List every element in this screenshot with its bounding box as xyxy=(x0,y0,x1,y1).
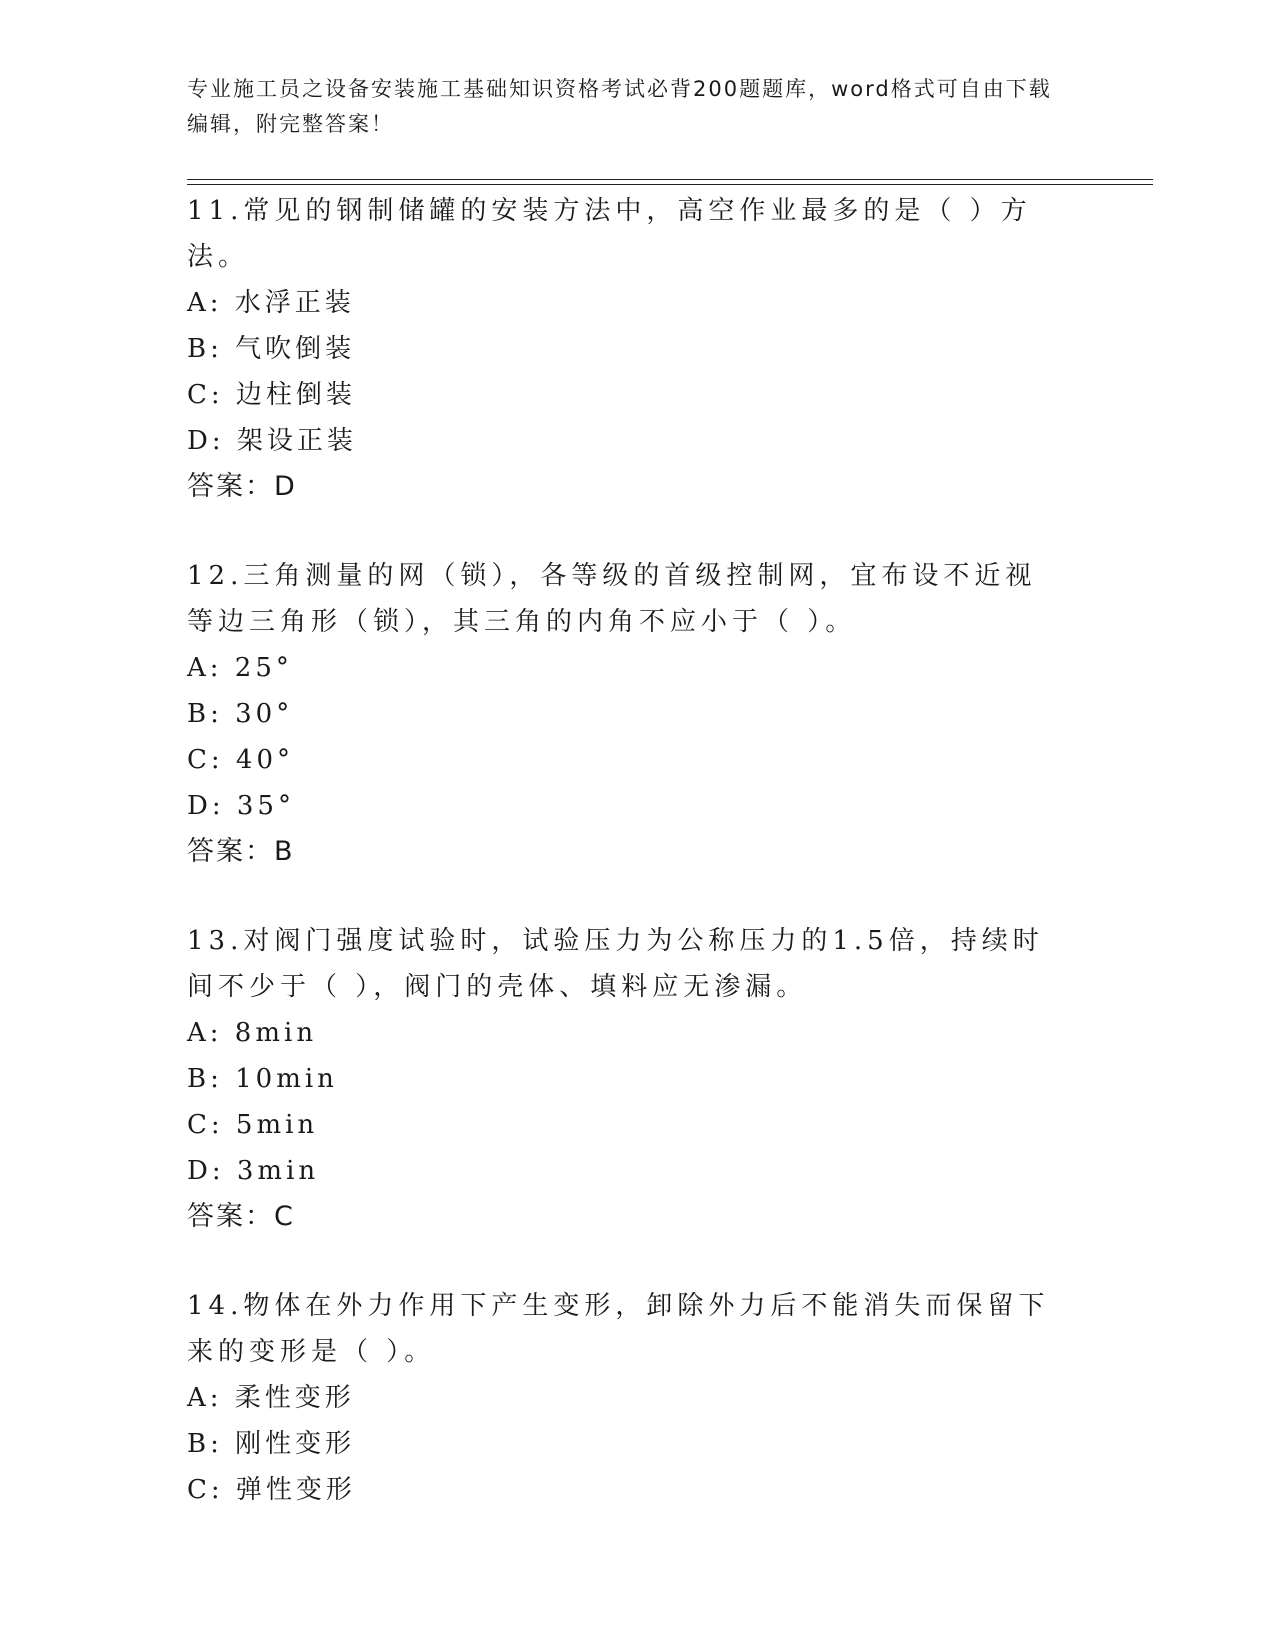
question-14 xyxy=(187,1283,1067,1513)
answer-line: 答案：B xyxy=(187,836,295,867)
option-c: C: 5min xyxy=(187,1110,319,1140)
option-c: C: 弹性变形 xyxy=(187,1475,356,1505)
question-12 xyxy=(187,553,1067,875)
option-a: A: 柔性变形 xyxy=(187,1383,355,1413)
option-d: D: 35° xyxy=(187,791,295,821)
header-divider-bottom xyxy=(187,184,1153,185)
option-c: C: 40° xyxy=(187,745,295,775)
option-d: D: 架设正装 xyxy=(187,426,357,456)
option-c: C: 边柱倒装 xyxy=(187,380,356,410)
option-a: A: 25° xyxy=(187,653,293,683)
answer-line: 答案：D xyxy=(187,471,297,502)
question-stem: 12.三角测量的网（锁），各等级的首级控制网，宜布设不近视等边三角形（锁），其三角的内角不应小于（ ）。 xyxy=(187,561,1037,637)
question-list xyxy=(187,188,1067,1556)
option-b: B: 10min xyxy=(187,1064,338,1094)
document-header: 专业施工员之设备安装施工基础知识资格考试必背200题题库，word格式可自由下载编辑，附完整答案！ xyxy=(187,77,1052,136)
option-b: B: 气吹倒装 xyxy=(187,334,356,364)
option-d: D: 3min xyxy=(187,1156,320,1186)
option-b: B: 刚性变形 xyxy=(187,1429,356,1459)
question-11 xyxy=(187,188,1067,510)
answer-line: 答案：C xyxy=(187,1201,295,1232)
header-divider-top xyxy=(187,179,1153,180)
option-a: A: 8min xyxy=(187,1018,318,1048)
option-a: A: 水浮正装 xyxy=(187,288,355,318)
question-stem: 11.常见的钢制储罐的安装方法中，高空作业最多的是（ ）方法。 xyxy=(187,196,1032,272)
question-stem: 13.对阀门强度试验时，试验压力为公称压力的1.5倍，持续时间不少于（ ），阀门的壳体、填料应无渗漏。 xyxy=(187,926,1044,1002)
option-b: B: 30° xyxy=(187,699,294,729)
question-13 xyxy=(187,918,1067,1240)
question-stem: 14.物体在外力作用下产生变形，卸除外力后不能消失而保留下来的变形是（ ）。 xyxy=(187,1291,1050,1367)
